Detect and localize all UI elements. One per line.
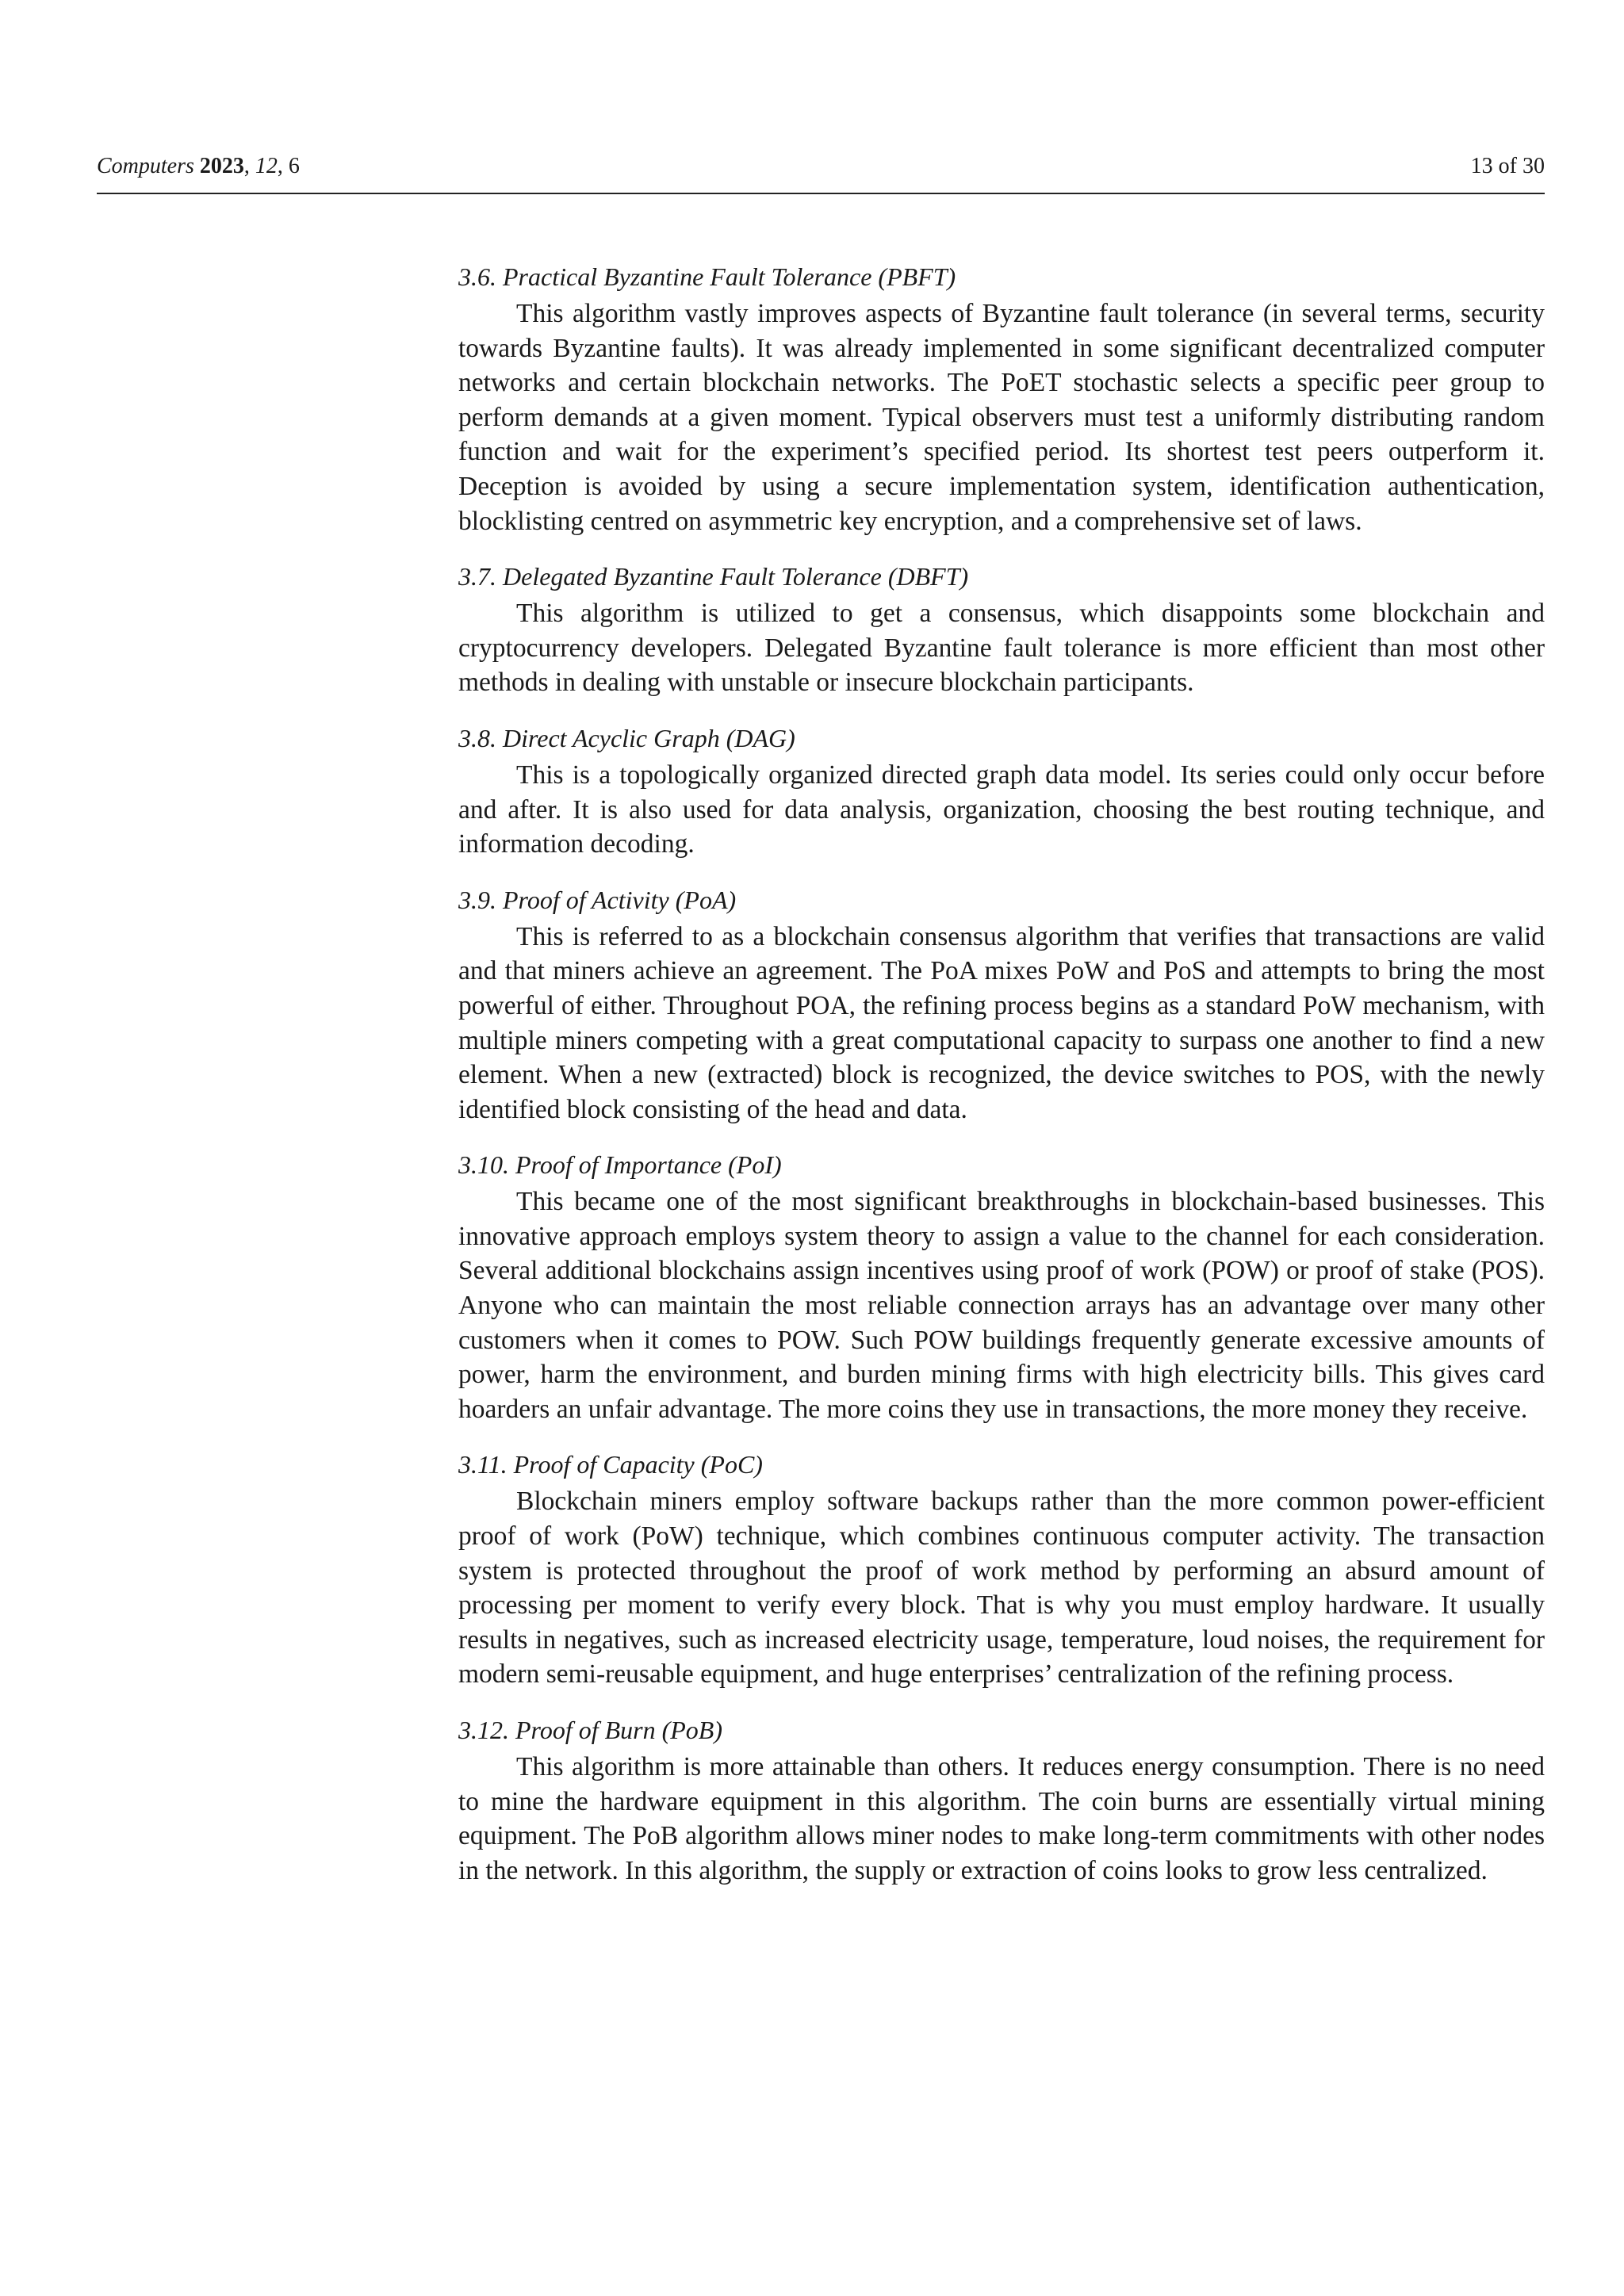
section-heading: 3.12. Proof of Burn (PoB) [458,1716,722,1744]
section-heading: 3.9. Proof of Activity (PoA) [458,885,737,914]
section-dag [458,721,1545,862]
section-pob [458,1713,1545,1888]
section-heading: 3.6. Practical Byzantine Fault Tolerance (PBFT) [458,262,956,291]
header-divider [97,193,1545,194]
section-paragraph: This algorithm vastly improves aspects of Byzantine fault tolerance (in several terms, security towards Byzantine faults). It was already implemented in some significant decentralized computer networks and certain blockchain networks. The PoET stochastic selects a specific peer group to perform demands at a given moment. Typical observers must test a uniformly distributing random function and wait for the experiment’s specified period. Its shortest test peers outperform it. Deception is avoided by using a secure implementation system, identification authentication, blocklisting centred on asymmetric key encryption, and a comprehensive set of laws. [458,299,1545,536]
main-text-column [458,260,1545,1909]
section-paragraph: This algorithm is more attainable than others. It reduces energy consumption. There is no need to mine the hardware equipment in this algorithm. The coin burns are essentially virtual mining equipment. The PoB algorithm allows miner nodes to make long-term commitments with other nodes in the network. In this algorithm, the supply or extraction of coins looks to grow less centralized. [458,1752,1545,1885]
section-heading: 3.11. Proof of Capacity (PoC) [458,1450,763,1479]
journal-name: Computers [97,154,194,178]
page-number: 13 of 30 [1470,154,1545,178]
running-header [97,151,1545,182]
section-poc [458,1448,1545,1692]
journal-year: 2023 [199,154,244,178]
section-dbft [458,560,1545,700]
section-heading: 3.7. Delegated Byzantine Fault Tolerance (DBFT) [458,562,969,591]
section-paragraph: Blockchain miners employ software backups rather than the more common power-efficient proof of work (PoW) technique, which combines continuous computer activity. The transaction system is protected throughout the proof of work method by performing an absurd amount of processing per moment to verify every block. That is why you must employ hardware. It usually results in negatives, such as increased electricity usage, temperature, loud noises, the requirement for modern semi-reusable equipment, and huge enterprises’ centralization of the refining process. [458,1487,1545,1689]
journal-citation: Computers 2023, 12, 6 [97,154,300,178]
section-heading: 3.8. Direct Acyclic Graph (DAG) [458,723,795,752]
section-heading: 3.10. Proof of Importance (PoI) [458,1150,782,1180]
section-paragraph: This algorithm is utilized to get a consensus, which disappoints some blockchain and cryptocurrency developers. Delegated Byzantine fault tolerance is more efficient than most other methods in dealing with unstable or insecure blockchain participants. [458,599,1545,698]
article-number: 6 [288,154,300,178]
section-paragraph: This is referred to as a blockchain consensus algorithm that verifies that transactions are valid and that miners achieve an agreement. The PoA mixes PoW and PoS and attempts to bring the most powerful of either. Throughout POA, the refining process begins as a standard PoW mechanism, with multiple miners competing with a great computational capacity to surpass one another to find a new element. When a new (extracted) block is recognized, the device switches to POS, with the newly identified block consisting of the head and data. [458,921,1545,1124]
section-pbft [458,260,1545,538]
section-paragraph: This is a topologically organized directed graph data model. Its series could only occur before and after. It is also used for data analysis, organization, choosing the best routing technique, and information decoding. [458,760,1545,859]
journal-volume: 12 [255,154,278,178]
section-poi [458,1148,1545,1426]
section-paragraph: This became one of the most significant breakthroughs in blockchain-based businesses. This innovative approach employs system theory to assign a value to the channel for each consideration. Several additional blockchains assign incentives using proof of work (POW) or proof of stake (POS). Anyone who can maintain the most reliable connection arrays has an advantage over many other customers when it comes to POW. Such POW buildings frequently generate excessive amounts of power, harm the environment, and burden mining firms with high electricity bills. This gives card hoarders an unfair advantage. The more coins they use in transactions, the more money they receive. [458,1187,1545,1424]
section-poa [458,883,1545,1127]
